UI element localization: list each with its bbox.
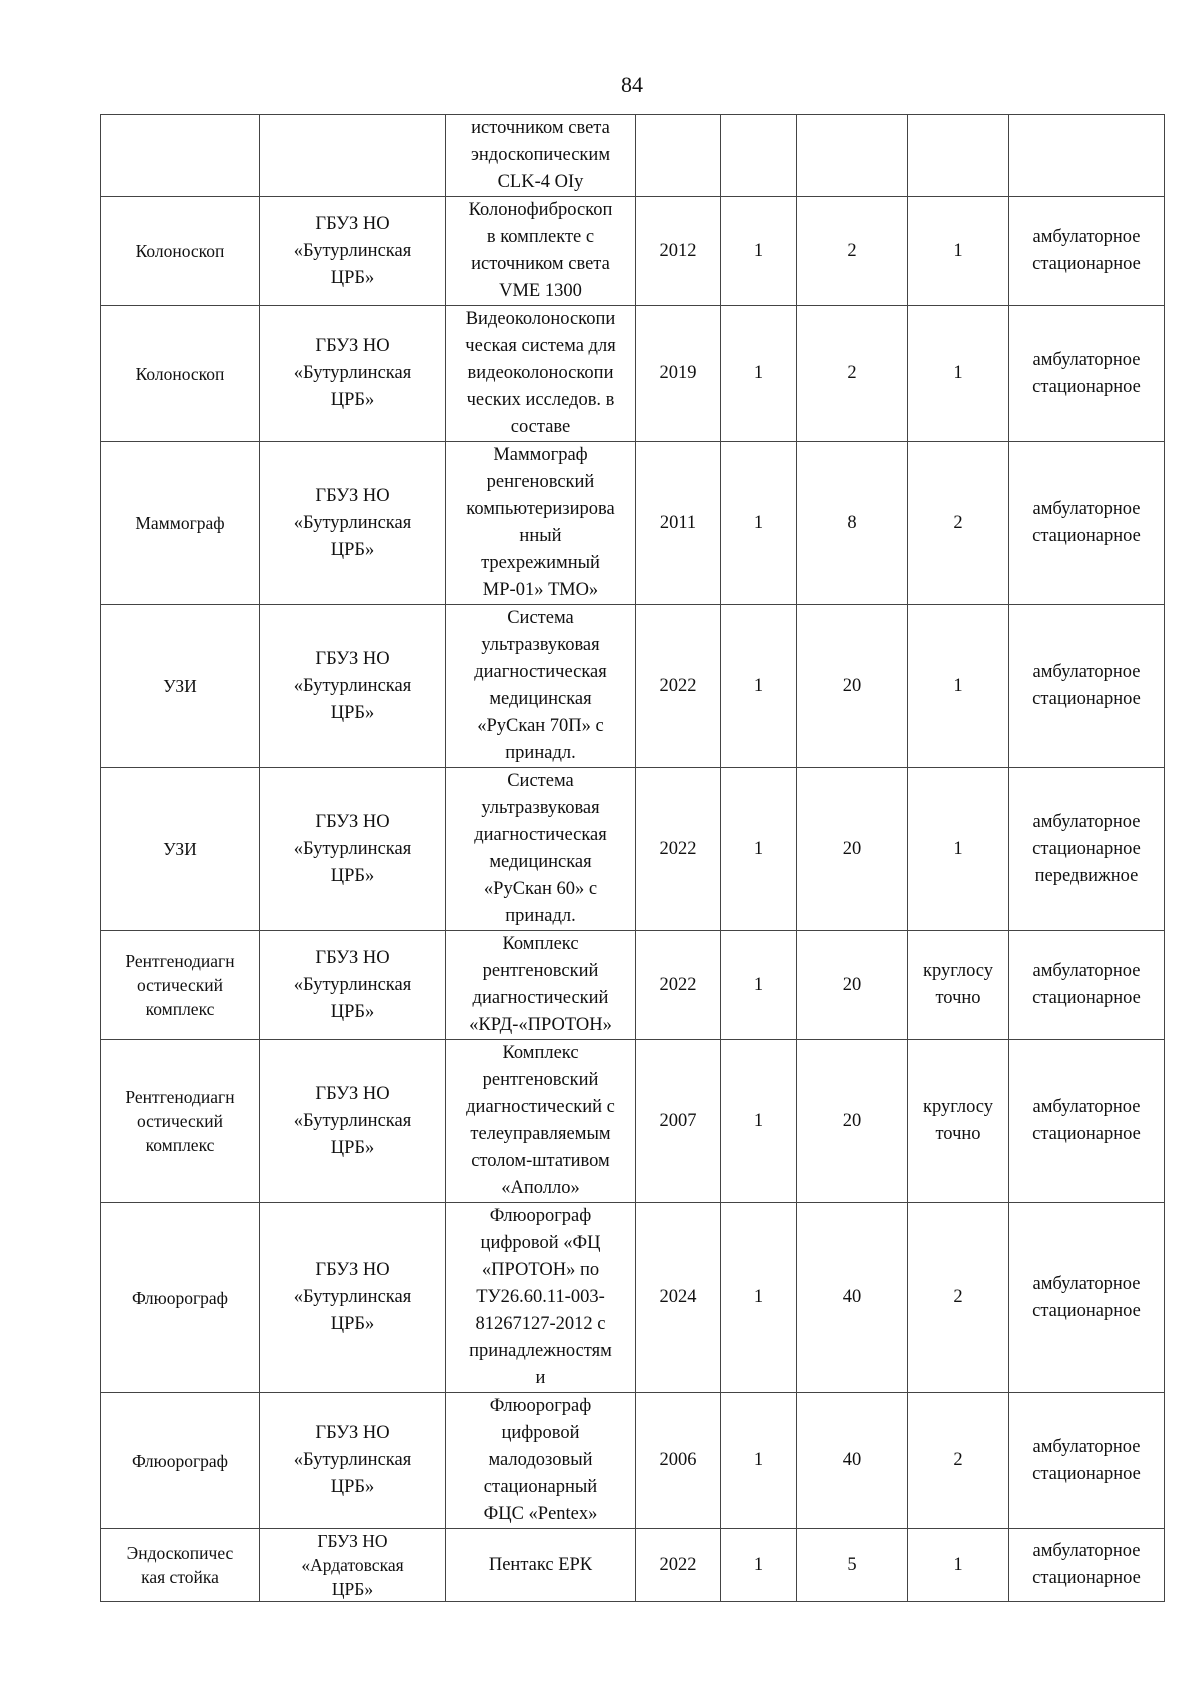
cell-equipment-name: Рентгенодиагн остический комплекс <box>101 931 260 1040</box>
table-row <box>101 768 1165 931</box>
cell-value: 20 <box>797 768 908 931</box>
cell-count: 1 <box>721 1203 797 1393</box>
cell-description: Маммограф ренгеновский компьютеризирова нный трехрежимный МР-01» ТМО» <box>446 442 636 605</box>
cell-year: 2019 <box>636 306 721 442</box>
cell-equipment-name: Маммограф <box>101 442 260 605</box>
cell-mode <box>1009 115 1165 197</box>
cell-description: Система ультразвуковая диагностическая медицинская «РуСкан 70П» с принадл. <box>446 605 636 768</box>
cell-count: 1 <box>721 1040 797 1203</box>
cell-description: Флюорограф цифровой малодозовый стационарный ФЦС «Pentex» <box>446 1393 636 1529</box>
cell-year: 2022 <box>636 605 721 768</box>
cell-year: 2022 <box>636 931 721 1040</box>
cell-count: 1 <box>721 1529 797 1602</box>
cell-organization <box>260 115 446 197</box>
cell-count: 1 <box>721 197 797 306</box>
cell-value <box>797 115 908 197</box>
table-row <box>101 605 1165 768</box>
cell-count: 1 <box>721 1393 797 1529</box>
cell-shifts: 1 <box>908 1529 1009 1602</box>
cell-count: 1 <box>721 306 797 442</box>
cell-shifts: 2 <box>908 1393 1009 1529</box>
page-number: 84 <box>621 72 643 97</box>
cell-equipment-name: УЗИ <box>101 768 260 931</box>
cell-value: 5 <box>797 1529 908 1602</box>
cell-shifts: круглосу точно <box>908 931 1009 1040</box>
cell-organization: ГБУЗ НО «Бутурлинская ЦРБ» <box>260 1040 446 1203</box>
cell-mode: амбулаторное стационарное <box>1009 1393 1165 1529</box>
cell-description: Колонофиброскоп в комплекте с источником света VME 1300 <box>446 197 636 306</box>
table-row <box>101 1529 1165 1602</box>
table-row <box>101 197 1165 306</box>
cell-equipment-name: Колоноскоп <box>101 306 260 442</box>
cell-year: 2006 <box>636 1393 721 1529</box>
table-row <box>101 442 1165 605</box>
cell-year: 2024 <box>636 1203 721 1393</box>
cell-year <box>636 115 721 197</box>
cell-value: 40 <box>797 1393 908 1529</box>
cell-mode: амбулаторное стационарное <box>1009 306 1165 442</box>
cell-value: 2 <box>797 306 908 442</box>
cell-organization: ГБУЗ НО «Ардатовская ЦРБ» <box>260 1529 446 1602</box>
cell-description: Видеоколоноскопи ческая система для видеоколоноскопи ческих исследов. в составе <box>446 306 636 442</box>
cell-mode: амбулаторное стационарное <box>1009 931 1165 1040</box>
cell-count: 1 <box>721 605 797 768</box>
cell-equipment-name <box>101 115 260 197</box>
cell-shifts: 1 <box>908 768 1009 931</box>
cell-value: 8 <box>797 442 908 605</box>
table-row <box>101 1203 1165 1393</box>
cell-mode: амбулаторное стационарное <box>1009 442 1165 605</box>
cell-count: 1 <box>721 931 797 1040</box>
cell-description: Система ультразвуковая диагностическая медицинская «РуСкан 60» с принадл. <box>446 768 636 931</box>
table-row <box>101 115 1165 197</box>
cell-organization: ГБУЗ НО «Бутурлинская ЦРБ» <box>260 931 446 1040</box>
cell-mode: амбулаторное стационарное <box>1009 1040 1165 1203</box>
cell-year: 2007 <box>636 1040 721 1203</box>
cell-equipment-name: Флюорограф <box>101 1393 260 1529</box>
cell-shifts: 1 <box>908 197 1009 306</box>
table-row <box>101 306 1165 442</box>
cell-year: 2012 <box>636 197 721 306</box>
cell-description: Флюорограф цифровой «ФЦ «ПРОТОН» по ТУ26.60.11-003- 81267127-2012 с принадлежностям и <box>446 1203 636 1393</box>
cell-organization: ГБУЗ НО «Бутурлинская ЦРБ» <box>260 197 446 306</box>
cell-shifts: 1 <box>908 605 1009 768</box>
cell-description: источником света эндоскопическим CLK-4 OIy <box>446 115 636 197</box>
cell-organization: ГБУЗ НО «Бутурлинская ЦРБ» <box>260 1203 446 1393</box>
cell-equipment-name: Эндоскопичес кая стойка <box>101 1529 260 1602</box>
cell-mode: амбулаторное стационарное <box>1009 197 1165 306</box>
cell-organization: ГБУЗ НО «Бутурлинская ЦРБ» <box>260 442 446 605</box>
cell-shifts: круглосу точно <box>908 1040 1009 1203</box>
cell-value: 40 <box>797 1203 908 1393</box>
cell-value: 20 <box>797 1040 908 1203</box>
cell-equipment-name: Рентгенодиагн остический комплекс <box>101 1040 260 1203</box>
cell-value: 2 <box>797 197 908 306</box>
cell-count <box>721 115 797 197</box>
equipment-table <box>100 114 1165 1602</box>
cell-count: 1 <box>721 768 797 931</box>
table-row <box>101 1393 1165 1529</box>
cell-year: 2022 <box>636 1529 721 1602</box>
cell-shifts: 2 <box>908 1203 1009 1393</box>
cell-equipment-name: Колоноскоп <box>101 197 260 306</box>
cell-value: 20 <box>797 605 908 768</box>
cell-description: Пентакс ЕРК <box>446 1529 636 1602</box>
cell-value: 20 <box>797 931 908 1040</box>
cell-mode: амбулаторное стационарное передвижное <box>1009 768 1165 931</box>
cell-organization: ГБУЗ НО «Бутурлинская ЦРБ» <box>260 605 446 768</box>
cell-description: Комплекс рентгеновский диагностический с телеуправляемым столом-штативом «Аполло» <box>446 1040 636 1203</box>
cell-year: 2011 <box>636 442 721 605</box>
cell-equipment-name: УЗИ <box>101 605 260 768</box>
cell-shifts: 2 <box>908 442 1009 605</box>
cell-description: Комплекс рентгеновский диагностический «КРД-«ПРОТОН» <box>446 931 636 1040</box>
cell-count: 1 <box>721 442 797 605</box>
cell-shifts <box>908 115 1009 197</box>
cell-organization: ГБУЗ НО «Бутурлинская ЦРБ» <box>260 306 446 442</box>
cell-organization: ГБУЗ НО «Бутурлинская ЦРБ» <box>260 1393 446 1529</box>
table-row <box>101 1040 1165 1203</box>
cell-mode: амбулаторное стационарное <box>1009 605 1165 768</box>
cell-year: 2022 <box>636 768 721 931</box>
cell-shifts: 1 <box>908 306 1009 442</box>
table-row <box>101 931 1165 1040</box>
table-body <box>101 115 1165 1602</box>
cell-mode: амбулаторное стационарное <box>1009 1529 1165 1602</box>
cell-equipment-name: Флюорограф <box>101 1203 260 1393</box>
cell-organization: ГБУЗ НО «Бутурлинская ЦРБ» <box>260 768 446 931</box>
cell-mode: амбулаторное стационарное <box>1009 1203 1165 1393</box>
